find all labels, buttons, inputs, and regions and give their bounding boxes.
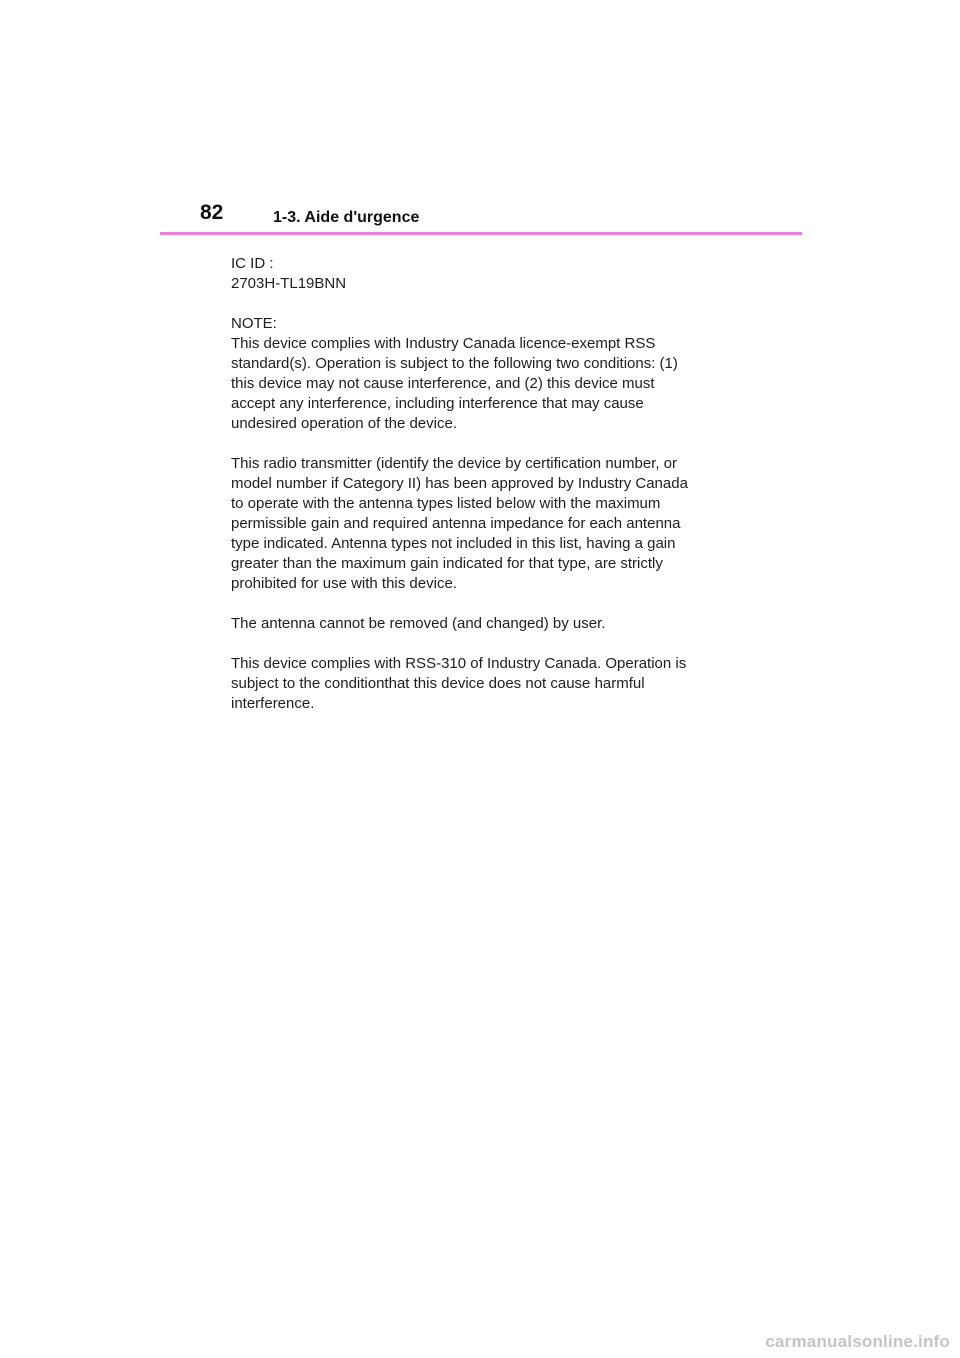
ic-id-block — [231, 254, 731, 294]
section-title: 1-3. Aide d'urgence — [273, 209, 420, 226]
antenna-paragraph: The antenna cannot be removed (and changed) by user. — [231, 615, 606, 632]
page-number: 82 — [200, 201, 224, 224]
note-block — [231, 314, 731, 434]
ic-id-value: 2703H-TL19BNN — [231, 275, 347, 292]
document-body — [231, 254, 731, 734]
ic-id-label: IC ID : — [231, 255, 274, 272]
note-text: This device complies with Industry Canada licence-exempt RSS standard(s). Operation is subject to the following two conditions: (1) this device may not cause interference, and (2) this device must accept any interference, including interference that may cause undesired operation of the device. — [231, 335, 678, 432]
rss310-paragraph: This device complies with RSS-310 of Industry Canada. Operation is subject to the conditionthat this device does not cause harmful interference. — [231, 655, 687, 712]
header-rule — [160, 232, 802, 235]
site-watermark: carmanualsonline.info — [765, 1332, 950, 1351]
note-label: NOTE: — [231, 315, 277, 332]
transmitter-paragraph: This radio transmitter (identify the device by certification number, or model number if Category II) has been approved by Industry Canada to operate with the antenna types listed below with the maximum permissible gain and required antenna impedance for each antenna type indicated. Antenna types not included in this list, having a gain greater than the maximum gain indicated for that type, are strictly prohibited for use with this device. — [231, 455, 688, 592]
